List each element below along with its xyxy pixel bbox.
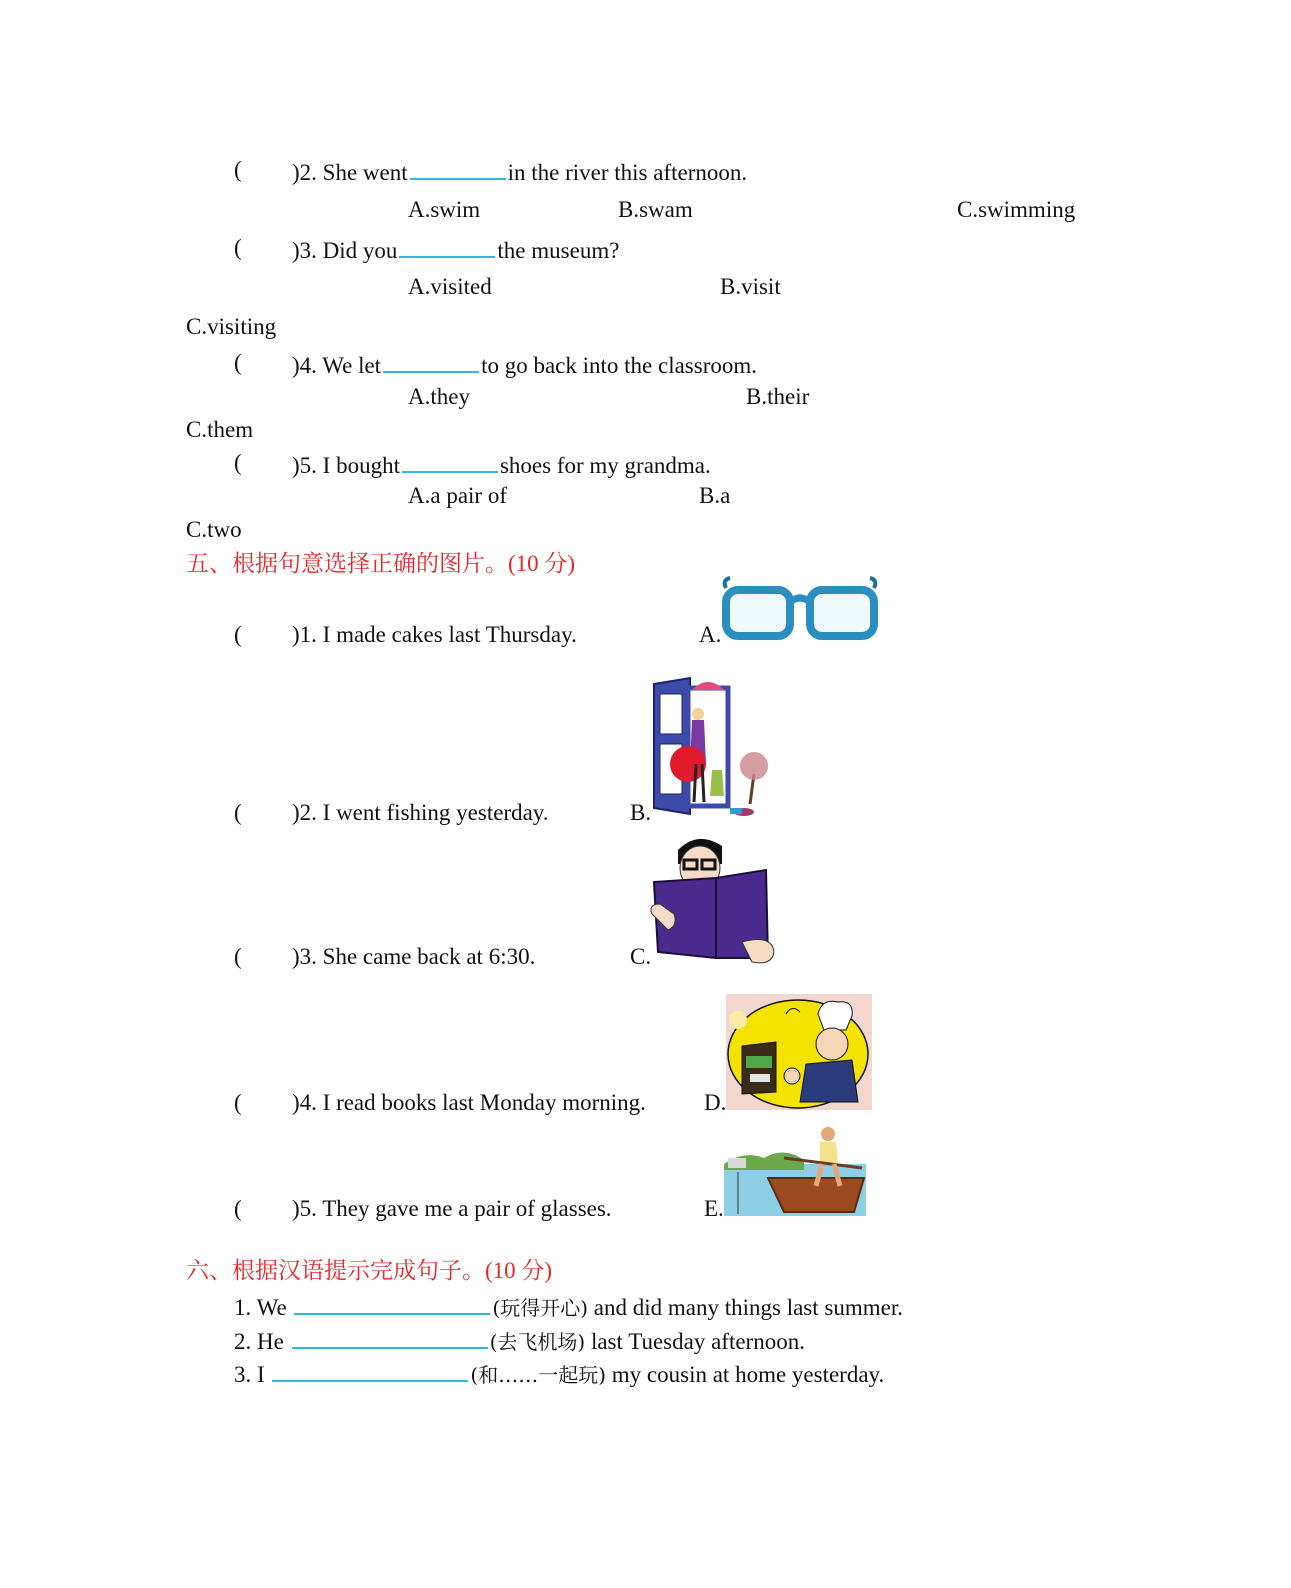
option-a: A.swim (408, 197, 481, 222)
section-title: 六、根据汉语提示完成句子。 (186, 1258, 485, 1284)
sentence: )4. I read books last Monday morning. (292, 1090, 646, 1115)
answer-paren: ( (234, 235, 242, 260)
option-label: A. (699, 622, 722, 647)
answer-blank[interactable] (410, 156, 506, 180)
section-6-heading (186, 1257, 552, 1285)
question-stem: )4. We let (292, 353, 382, 378)
section-title: 五、根据句意选择正确的图片。 (186, 551, 508, 577)
option-b: B.their (746, 384, 810, 409)
option-label: E. (704, 1196, 724, 1221)
question-rest: shoes for my grandma. (499, 453, 711, 478)
sentence-start: 2. He (234, 1329, 284, 1354)
option-label: B. (630, 800, 652, 825)
question-text (292, 349, 757, 380)
question-stem: )3. Did you (292, 238, 398, 263)
sentence: )5. They gave me a pair of glasses. (292, 1196, 612, 1221)
boating-man-icon (724, 1124, 866, 1216)
sentence: )3. She came back at 6:30. (292, 944, 536, 969)
shopping-woman-icon (650, 674, 778, 820)
option-c: C.two (186, 517, 242, 542)
option-a: A.they (408, 384, 470, 409)
question-rest: in the river this afternoon. (507, 160, 748, 185)
question-rest: to go back into the classroom. (481, 353, 758, 378)
option-b: B.a (699, 483, 731, 508)
sentence-end: my cousin at home yesterday. (606, 1362, 885, 1387)
sentence-end: and did many things last summer. (588, 1295, 903, 1320)
answer-paren: ( (234, 350, 242, 375)
option-a: A.visited (408, 274, 492, 299)
option-c: C.visiting (186, 314, 277, 339)
fill-item-3 (234, 1358, 884, 1389)
sentence-start: 1. We (234, 1295, 287, 1320)
question-text (292, 234, 619, 265)
option-label: C. (630, 944, 652, 969)
fill-item-1 (234, 1291, 903, 1322)
answer-blank[interactable] (292, 1325, 488, 1349)
fill-item-2 (234, 1325, 805, 1356)
glasses-icon (720, 576, 880, 642)
option-c: C.them (186, 417, 254, 442)
sentence: )1. I made cakes last Thursday. (292, 622, 577, 647)
answer-blank[interactable] (402, 449, 498, 473)
answer-paren[interactable]: ( (234, 944, 242, 969)
question-stem: )5. I bought (292, 453, 400, 478)
option-b: B.visit (720, 274, 781, 299)
question-text (292, 449, 711, 480)
answer-blank[interactable] (294, 1291, 490, 1315)
option-label: D. (704, 1090, 727, 1115)
question-text (292, 156, 747, 187)
answer-paren: ( (234, 450, 242, 475)
question-stem: )2. She went (292, 160, 408, 185)
option-c: C.swimming (957, 197, 1076, 222)
answer-paren[interactable]: ( (234, 800, 242, 825)
reading-man-icon (652, 834, 776, 966)
answer-paren[interactable]: ( (234, 1090, 242, 1115)
sentence: )2. I went fishing yesterday. (292, 800, 549, 825)
chinese-hint: (去飞机场) (489, 1330, 586, 1354)
answer-blank[interactable] (272, 1358, 468, 1382)
chinese-hint: (玩得开心) (492, 1296, 589, 1320)
answer-paren[interactable]: ( (234, 1196, 242, 1221)
sentence-end: last Tuesday afternoon. (585, 1329, 805, 1354)
chinese-hint: (和……一起玩) (470, 1363, 607, 1387)
section-score: (10 分) (508, 551, 576, 576)
sentence-start: 3. I (234, 1362, 265, 1387)
answer-blank[interactable] (383, 349, 479, 373)
answer-paren[interactable]: ( (234, 622, 242, 647)
answer-blank[interactable] (399, 234, 495, 258)
section-5-heading (186, 550, 575, 578)
question-rest: the museum? (497, 238, 620, 263)
option-a: A.a pair of (408, 483, 507, 508)
option-b: B.swam (618, 197, 693, 222)
answer-paren: ( (234, 157, 242, 182)
chef-baking-icon (726, 994, 872, 1110)
section-score: (10 分) (485, 1258, 553, 1283)
